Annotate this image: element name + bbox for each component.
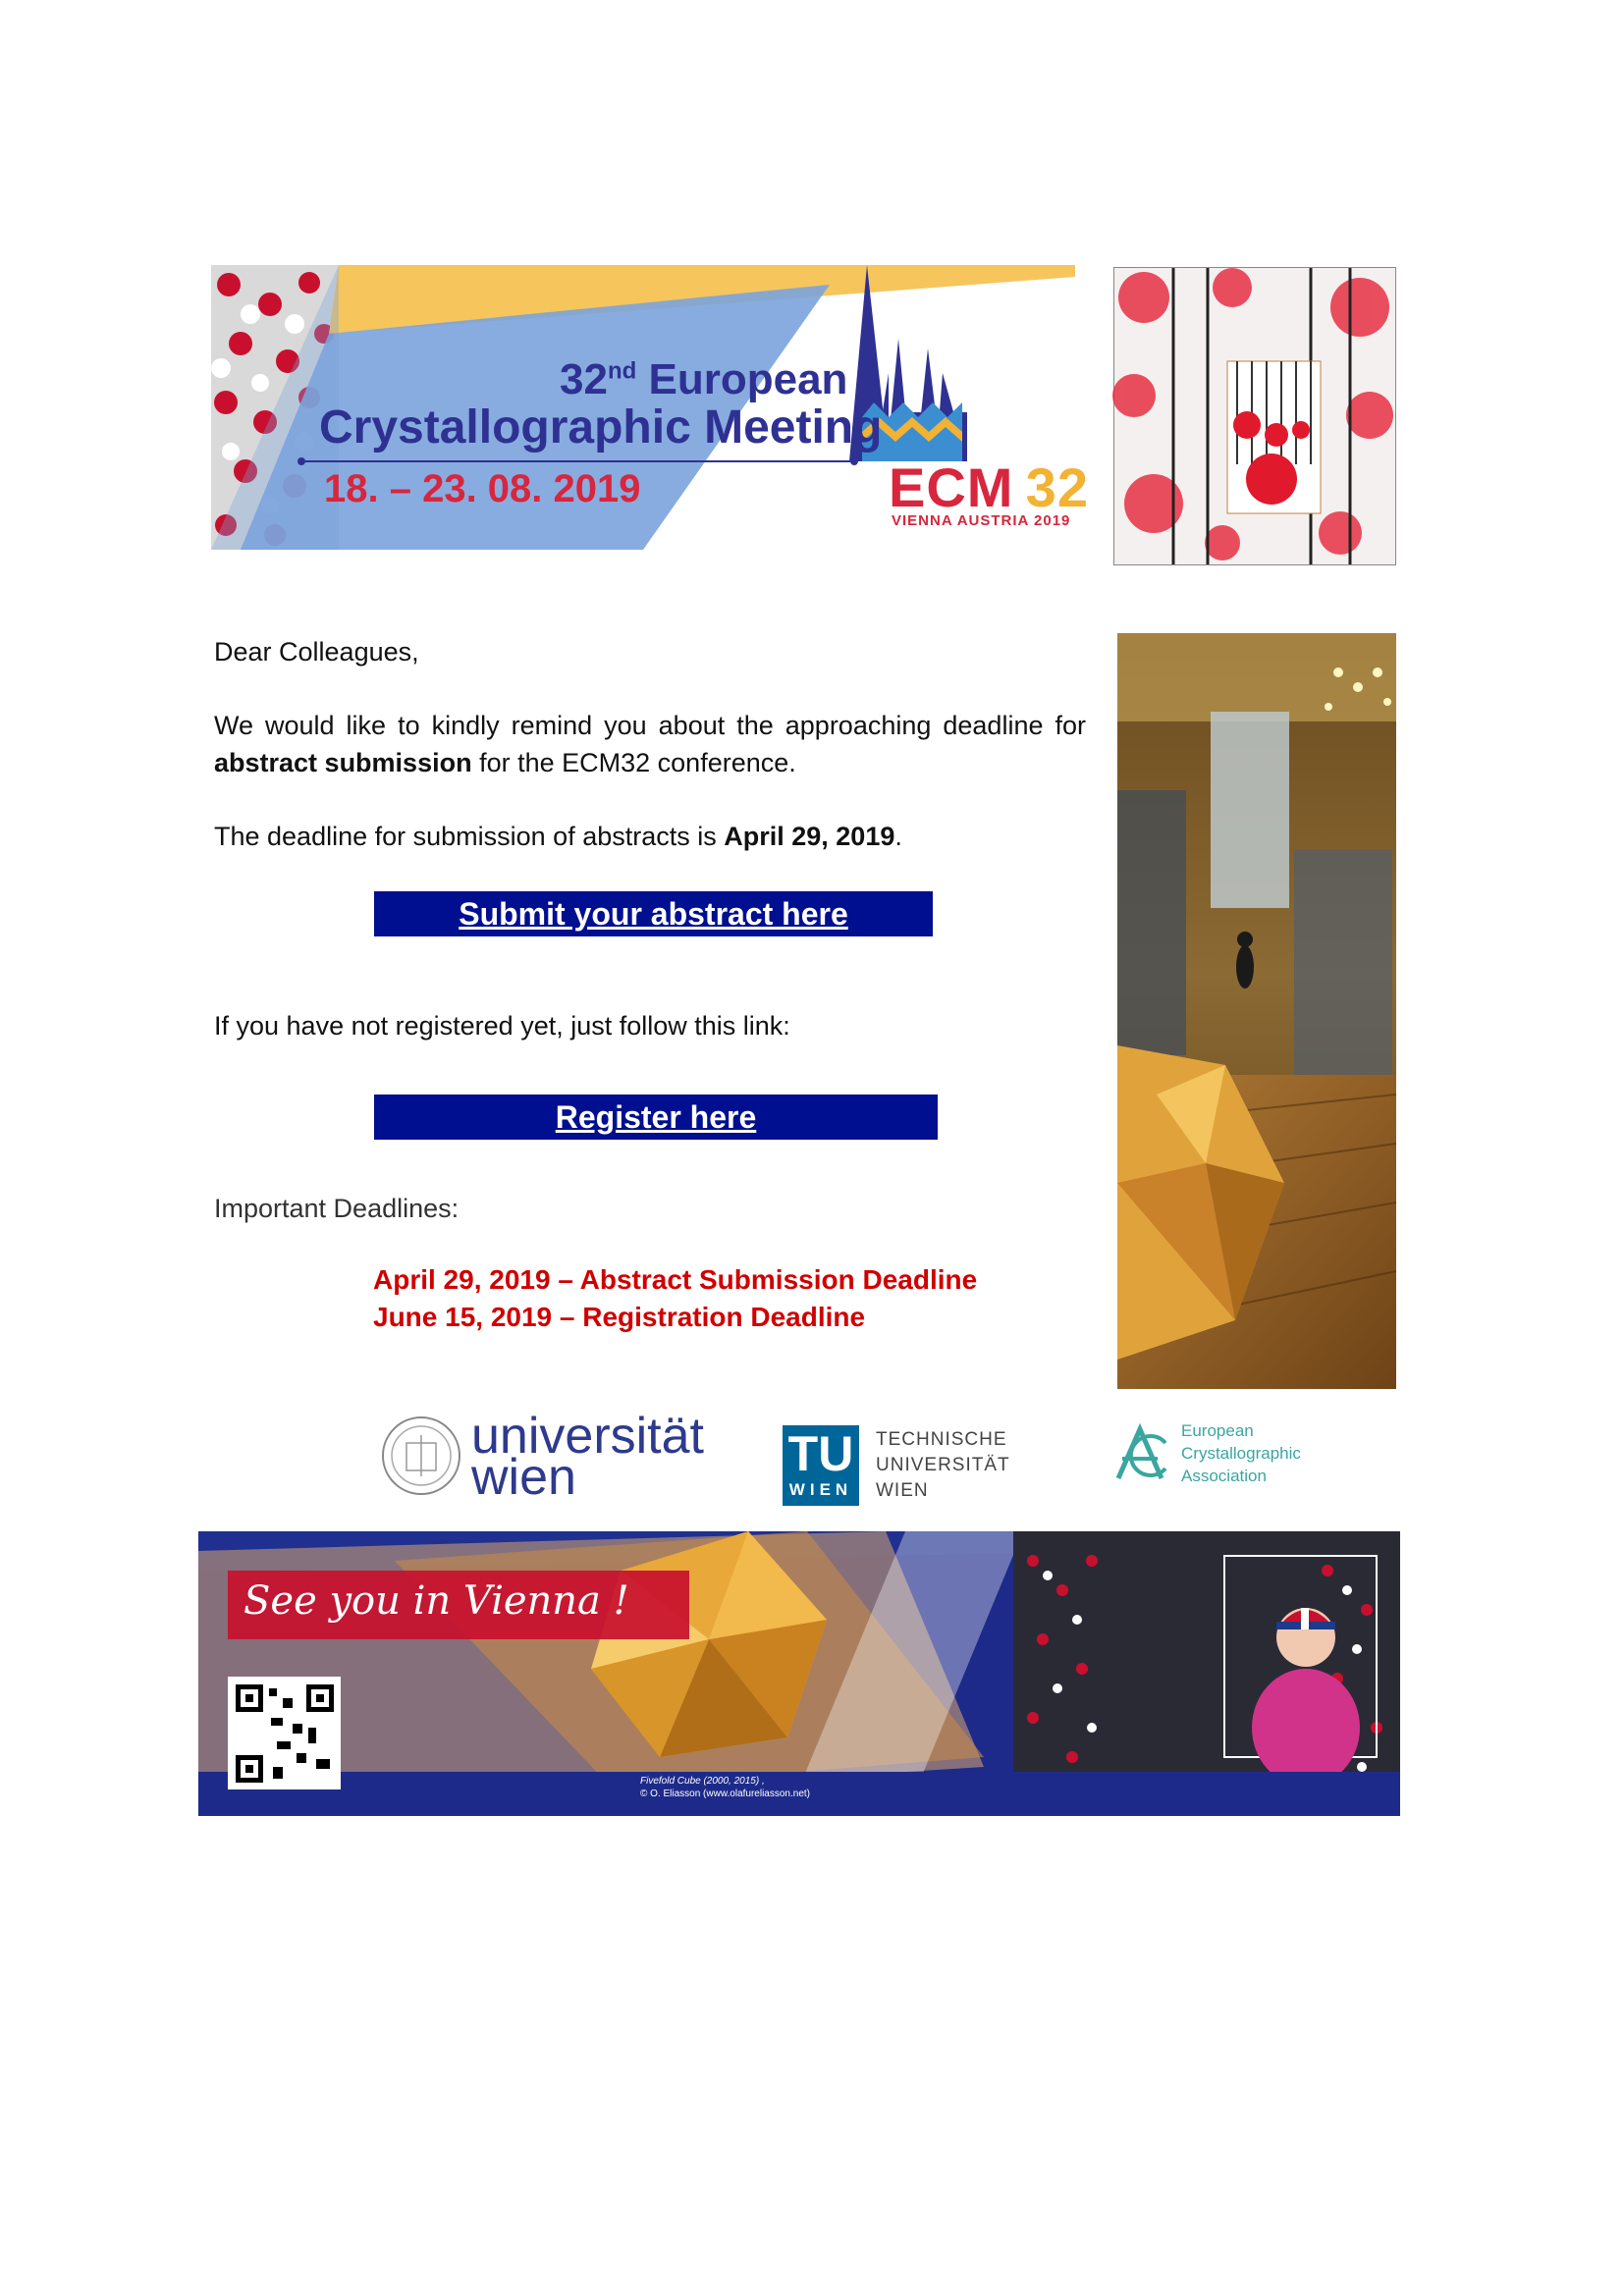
tu-mark-wien: WIEN [788,1480,853,1499]
tu-wien-logo [783,1425,1008,1508]
registration-deadline-item: June 15, 2019 – Registration Deadline [373,1302,866,1332]
eca-logo [1112,1421,1338,1490]
university-seal-icon [381,1415,461,1496]
tu-mark [783,1425,859,1506]
uni-name-line2: wien [471,1449,576,1506]
eca-name-line3: Association [1181,1467,1267,1485]
tu-name-line3: WIEN [876,1480,929,1501]
greeting: Dear Colleagues, [214,637,419,667]
banner-title-line1: 32nd European [560,355,848,403]
register-button[interactable]: Register here [374,1095,938,1140]
ecm-word: ECM [889,456,1014,518]
eca-name-line1: European [1181,1421,1254,1440]
ecm-number: 32 [1025,456,1089,518]
submit-abstract-button[interactable]: Submit your abstract here [374,891,933,936]
header-banner [211,265,1089,550]
deadline-date: April 29, 2019 [724,822,895,851]
footer-banner [198,1531,1400,1816]
banner-title-line2: Crystallographic Meeting [319,401,883,454]
artwork-credit-title: Fivefold Cube (2000, 2015) , [640,1776,765,1787]
ecm-logo-text [889,455,1089,519]
palace-hall-photo [1117,633,1396,1389]
registration-intro: If you have not registered yet, just follow this link: [214,1011,790,1041]
university-vienna-logo [381,1408,704,1506]
abstract-deadline-item: April 29, 2019 – Abstract Submission Deadline [373,1264,978,1295]
crystal-model-photo [1113,267,1396,565]
tu-name-line1: TECHNISCHE [876,1429,1007,1450]
artwork-credit-author: © O. Eliasson (www.olafureliasson.net) [640,1789,810,1799]
tu-name-line2: UNIVERSITÄT [876,1455,1010,1475]
reminder-paragraph: We would like to kindly remind you about the approaching deadline for abstract submission for the ECM32 conference. [214,711,1086,777]
slogan-text: See you in Vienna ! [243,1578,629,1624]
banner-dates: 18. – 23. 08. 2019 [324,467,641,510]
tu-mark-letters: TU [787,1426,854,1481]
deadline-sentence: The deadline for submission of abstracts is April 29, 2019. [214,822,902,851]
uni-name-line1: universität [471,1408,704,1465]
eca-name-line2: Crystallographic [1181,1444,1301,1463]
banner-city: VIENNA AUSTRIA 2019 [892,512,1071,529]
important-deadlines-heading: Important Deadlines: [214,1194,460,1223]
eca-emblem-icon [1112,1423,1173,1484]
reminder-bold: abstract submission [214,748,472,777]
